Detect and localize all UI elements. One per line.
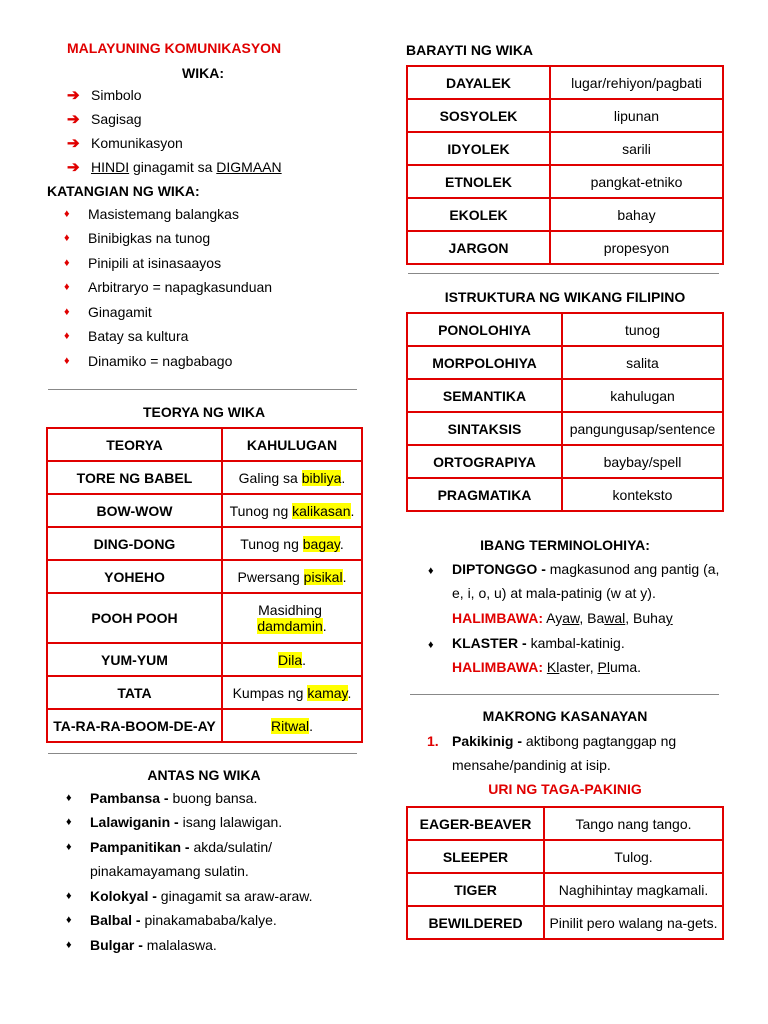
teorya-meaning: Kumpas ng kamay. <box>222 676 362 709</box>
term: Balbal - <box>90 912 145 928</box>
desc-cell: Naghihintay magkamali. <box>544 873 723 906</box>
term: Lalawiganin - <box>90 814 183 830</box>
klaster-example: HALIMBAWA: Klaster, Pluma. <box>452 659 642 675</box>
iba-heading: IBANG TERMINOLOHIYA: <box>480 537 650 553</box>
list-item <box>60 206 239 222</box>
list-item <box>67 86 142 104</box>
bullet-icon: ♦ <box>64 330 70 342</box>
antas-heading: ANTAS NG WIKA <box>147 767 261 783</box>
istruktura-table <box>406 312 724 512</box>
arrow-icon: ➔ <box>67 111 80 128</box>
bullet-icon: ♦ <box>64 232 70 244</box>
list-item <box>62 912 277 928</box>
halimbawa-label: HALIMBAWA: <box>452 659 543 675</box>
term-cell: SEMANTIKA <box>407 379 562 412</box>
table-row <box>407 840 723 873</box>
katangian-heading: KATANGIAN NG WIKA: <box>47 183 200 199</box>
halimbawa-label: HALIMBAWA: <box>452 610 543 626</box>
makro-number: 1. <box>427 733 439 749</box>
table-row <box>407 412 723 445</box>
desc: aktibong pagtanggap ng <box>525 733 677 749</box>
desc-cell: tunog <box>562 313 723 346</box>
teorya-meaning: Galing sa bibliya. <box>222 461 362 494</box>
term-cell: PONOLOHIYA <box>407 313 562 346</box>
diptonggo-example: HALIMBAWA: Ayaw, Bawal, Buhay <box>452 610 673 626</box>
header-kahulugan: KAHULUGAN <box>222 428 362 461</box>
table-row <box>407 906 723 939</box>
table-row <box>407 478 723 511</box>
uri-heading: URI NG TAGA-PAKINIG <box>488 781 642 797</box>
teorya-meaning: Pwersang pisikal. <box>222 560 362 593</box>
divider <box>408 273 719 274</box>
arrow-icon: ➔ <box>67 159 80 176</box>
list-item-text: Binibigkas na tunog <box>88 230 211 246</box>
barayti-table <box>406 65 724 265</box>
teorya-meaning: Masidhing damdamin. <box>222 593 362 643</box>
table-row <box>407 66 723 99</box>
list-item <box>67 158 282 176</box>
makro-line-2: mensahe/pandinig at isip. <box>452 757 611 773</box>
list-item <box>62 790 257 806</box>
uri-table <box>406 806 724 940</box>
teorya-meaning: Dila. <box>222 643 362 676</box>
table-header-row <box>47 428 362 461</box>
desc-cell: pangungusap/sentence <box>562 412 723 445</box>
list-item <box>60 304 152 320</box>
list-item <box>62 937 217 953</box>
katangian-list <box>60 206 360 376</box>
bullet-icon: ♦ <box>66 939 72 951</box>
term: Pampanitikan - <box>90 839 194 855</box>
desc-cell: lipunan <box>550 99 723 132</box>
table-row <box>407 132 723 165</box>
table-row <box>47 461 362 494</box>
list-item-text: Dinamiko = nagbabago <box>88 353 233 369</box>
list-item <box>62 839 272 855</box>
hindi-text: HINDI <box>91 159 130 175</box>
table-row <box>407 165 723 198</box>
desc-cell: bahay <box>550 198 723 231</box>
list-item <box>60 279 272 295</box>
desc: ginagamit sa araw-araw. <box>160 888 313 904</box>
desc: pinakamababa/kalye. <box>144 912 277 928</box>
desc: pinakamayamang sulatin. <box>90 863 249 879</box>
list-item <box>60 353 232 369</box>
table-row <box>407 807 723 840</box>
term: KLASTER - <box>452 635 531 651</box>
term: Kolokyal - <box>90 888 161 904</box>
term-cell: ETNOLEK <box>407 165 550 198</box>
term: Pambansa - <box>90 790 173 806</box>
list-item-text: Masistemang balangkas <box>88 206 239 222</box>
term-cell: SINTAKSIS <box>407 412 562 445</box>
desc: akda/sulatin/ <box>193 839 273 855</box>
bullet-icon: ♦ <box>64 257 70 269</box>
table-row <box>47 643 362 676</box>
bullet-icon: ♦ <box>66 890 72 902</box>
desc-cell: sarili <box>550 132 723 165</box>
arrow-icon: ➔ <box>67 87 80 104</box>
table-row <box>47 527 362 560</box>
term-cell: EAGER-BEAVER <box>407 807 544 840</box>
list-item <box>67 110 142 128</box>
divider <box>410 694 719 695</box>
header-teorya: TEORYA <box>47 428 222 461</box>
teorya-heading: TEORYA NG WIKA <box>142 404 266 420</box>
list-item-text: Sagisag <box>91 111 142 127</box>
diptonggo-line-2: e, i, o, u) at mala-patinig (w at y). <box>452 585 656 601</box>
list-item-text: Simbolo <box>91 87 142 103</box>
desc-cell: Tulog. <box>544 840 723 873</box>
arrow-icon: ➔ <box>67 135 80 152</box>
desc: magkasunod ang pantig (a, <box>549 561 720 577</box>
teorya-meaning: Tunog ng bagay. <box>222 527 362 560</box>
bullet-icon: ♦ <box>64 355 70 367</box>
teorya-name: YUM-YUM <box>47 643 222 676</box>
term-cell: JARGON <box>407 231 550 264</box>
bullet-icon: ♦ <box>66 914 72 926</box>
list-item-text: Komunikasyon <box>91 135 183 151</box>
term-cell: ORTOGRAPIYA <box>407 445 562 478</box>
desc-cell: lugar/rehiyon/pagbati <box>550 66 723 99</box>
term: Pakikinig - <box>452 733 526 749</box>
teorya-meaning: Ritwal. <box>222 709 362 742</box>
table-row <box>407 231 723 264</box>
bullet-icon: ♦ <box>66 841 72 853</box>
term: Bulgar - <box>90 937 147 953</box>
bullet-icon: ♦ <box>64 306 70 318</box>
term: DIPTONGGO - <box>452 561 550 577</box>
bullet-icon: ♦ <box>66 792 72 804</box>
teorya-name: TATA <box>47 676 222 709</box>
desc-cell: konteksto <box>562 478 723 511</box>
list-item-text: Batay sa kultura <box>88 328 189 344</box>
list-item <box>62 888 313 904</box>
desc-cell: pangkat-etniko <box>550 165 723 198</box>
list-item-continuation <box>90 863 249 879</box>
teorya-name: TORE NG BABEL <box>47 461 222 494</box>
term-cell: SOSYOLEK <box>407 99 550 132</box>
divider <box>48 389 357 390</box>
table-row <box>47 676 362 709</box>
list-item-text: Arbitraryo = napagkasunduan <box>88 279 273 295</box>
bullet-icon: ♦ <box>66 816 72 828</box>
desc-cell: propesyon <box>550 231 723 264</box>
table-row <box>47 593 362 643</box>
barayti-heading: BARAYTI NG WIKA <box>406 42 534 58</box>
teorya-name: BOW-WOW <box>47 494 222 527</box>
term-cell: IDYOLEK <box>407 132 550 165</box>
desc-cell: Pinilit pero walang na-gets. <box>544 906 723 939</box>
list-item <box>60 230 210 246</box>
teorya-table <box>46 427 363 743</box>
term-cell: MORPOLOHIYA <box>407 346 562 379</box>
digmaan-text: DIGMAAN <box>216 159 282 175</box>
table-row <box>407 445 723 478</box>
table-row <box>47 494 362 527</box>
term-cell: EKOLEK <box>407 198 550 231</box>
bullet-icon: ♦ <box>428 565 434 577</box>
istruktura-heading: ISTRUKTURA NG WIKANG FILIPINO <box>444 289 686 305</box>
term-cell: BEWILDERED <box>407 906 544 939</box>
bullet-icon: ♦ <box>64 208 70 220</box>
teorya-name: DING-DONG <box>47 527 222 560</box>
bullet-icon: ♦ <box>64 281 70 293</box>
makro-heading: MAKRONG KASANAYAN <box>482 708 648 724</box>
klaster-line <box>452 635 625 651</box>
bullet-icon: ♦ <box>428 639 434 651</box>
diptonggo-line-1 <box>452 561 719 577</box>
term-cell: PRAGMATIKA <box>407 478 562 511</box>
desc: kambal-katinig. <box>530 635 625 651</box>
divider <box>48 753 357 754</box>
desc: isang lalawigan. <box>182 814 283 830</box>
table-row <box>407 99 723 132</box>
table-row <box>407 346 723 379</box>
list-item <box>62 814 282 830</box>
list-item <box>60 328 188 344</box>
antas-list <box>62 790 362 960</box>
list-item <box>67 134 183 152</box>
table-row <box>407 313 723 346</box>
main-title: MALAYUNING KOMUNIKASYON <box>67 40 282 56</box>
desc-cell: baybay/spell <box>562 445 723 478</box>
desc-cell: salita <box>562 346 723 379</box>
desc-cell: kahulugan <box>562 379 723 412</box>
teorya-name: POOH POOH <box>47 593 222 643</box>
mid-text: ginagamit sa <box>129 159 217 175</box>
wika-list <box>67 86 367 186</box>
desc: buong bansa. <box>172 790 258 806</box>
list-item-text: Ginagamit <box>88 304 152 320</box>
term-cell: TIGER <box>407 873 544 906</box>
term-cell: DAYALEK <box>407 66 550 99</box>
desc: malalaswa. <box>146 937 217 953</box>
list-item-text: Pinipili at isinasaayos <box>88 255 222 271</box>
table-row <box>47 709 362 742</box>
table-row <box>407 379 723 412</box>
table-row <box>407 873 723 906</box>
desc-cell: Tango nang tango. <box>544 807 723 840</box>
teorya-name: TA-RA-RA-BOOM-DE-AY <box>47 709 222 742</box>
table-row <box>407 198 723 231</box>
table-row <box>47 560 362 593</box>
wika-heading: WIKA: <box>182 65 224 81</box>
makro-line-1 <box>452 733 676 749</box>
teorya-name: YOHEHO <box>47 560 222 593</box>
teorya-meaning: Tunog ng kalikasan. <box>222 494 362 527</box>
term-cell: SLEEPER <box>407 840 544 873</box>
list-item <box>60 255 221 271</box>
